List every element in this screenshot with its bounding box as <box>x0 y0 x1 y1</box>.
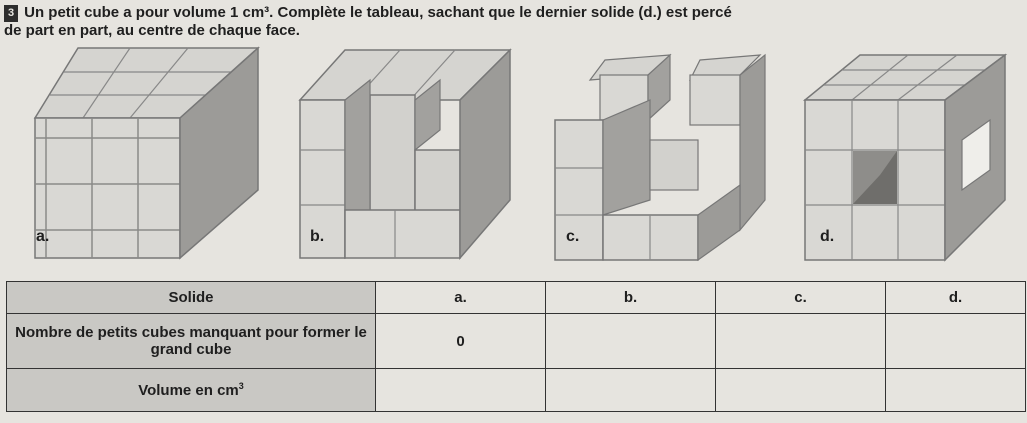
volume-cell-a[interactable] <box>376 369 546 412</box>
solid-c-label: c. <box>566 228 580 245</box>
solid-c-drawing <box>555 55 765 260</box>
volume-unit-exponent: 3 <box>238 380 244 391</box>
table-row-volume <box>7 369 1026 412</box>
row-header-solide: Solide <box>7 282 376 314</box>
solid-a-drawing <box>35 48 258 258</box>
solid-b-label: b. <box>310 228 325 245</box>
solid-d-label: d. <box>820 228 835 245</box>
volume-cell-b[interactable] <box>546 369 716 412</box>
exercise-instruction <box>4 4 1024 39</box>
row-header-missing-cubes: Nombre de petits cubes manquant pour former le grand cube <box>7 314 376 369</box>
cube-drawings <box>0 40 1027 265</box>
missing-cell-a: 0 <box>376 314 546 369</box>
answer-table <box>6 281 1026 412</box>
instruction-line-1: Un petit cube a pour volume 1 cm³. Complète le tableau, sachant que le dernier solide (d.) est percé <box>24 4 732 21</box>
exercise-number: 3 <box>4 5 18 22</box>
column-header-d: d. <box>886 282 1026 314</box>
table-row-missing-cubes <box>7 314 1026 369</box>
missing-cell-b[interactable] <box>546 314 716 369</box>
column-header-a: a. <box>376 282 546 314</box>
row-header-volume <box>7 369 376 412</box>
solid-a-label: a. <box>36 228 50 245</box>
column-header-b: b. <box>546 282 716 314</box>
table-row-solide <box>7 282 1026 314</box>
missing-cell-d[interactable] <box>886 314 1026 369</box>
solid-d-drawing <box>805 55 1005 260</box>
solid-figures <box>0 40 1027 265</box>
missing-cell-c[interactable] <box>716 314 886 369</box>
solid-b-drawing <box>300 50 510 258</box>
instruction-line-2: de part en part, au centre de chaque face. <box>4 22 300 39</box>
volume-cell-d[interactable] <box>886 369 1026 412</box>
volume-cell-c[interactable] <box>716 369 886 412</box>
volume-label: Volume en cm <box>138 381 239 399</box>
column-header-c: c. <box>716 282 886 314</box>
